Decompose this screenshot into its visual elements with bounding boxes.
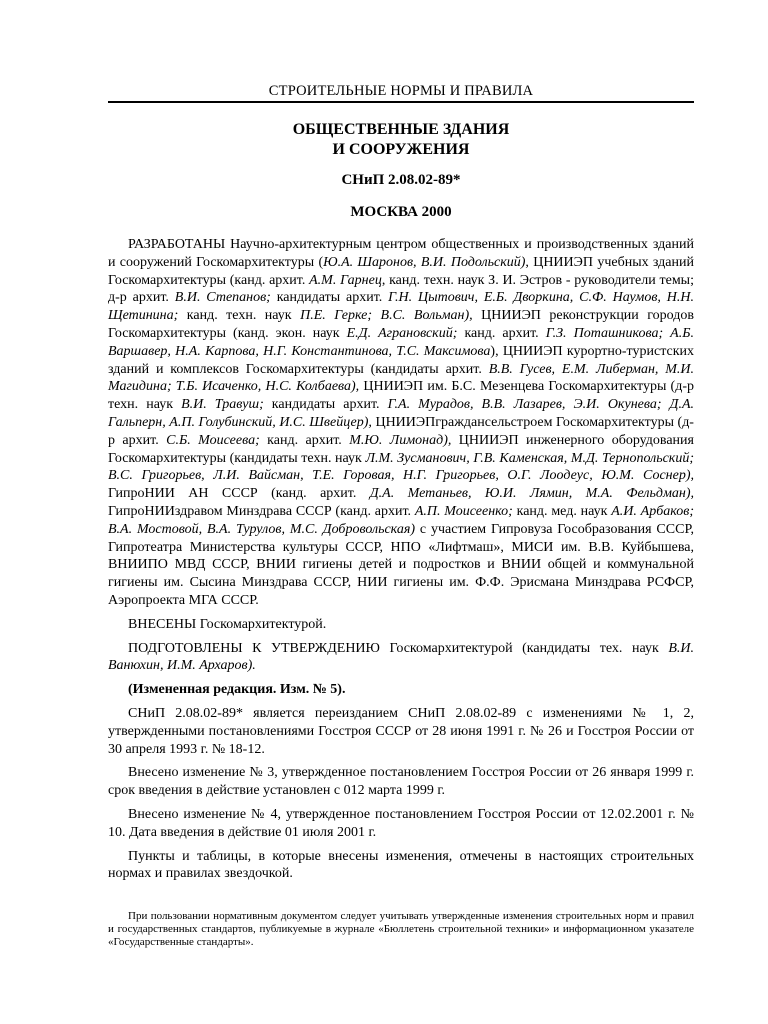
developed-text: , канд. техн. наук З. И. Эстров - руководители темы; д-р архит. bbox=[108, 272, 694, 306]
developed-text: канд. мед. наук bbox=[512, 503, 612, 519]
developed-text: с участием Гипровуза Гособразования СССР, Гипротеатра Министерства культуры СССР, НПО «Лифтмаш», МИСИ им. В.В. Куйбышева, ВНИИПО МВД СССР, ВНИИ гигиены детей и подростков и ВНИИ общей и коммунальной гигиены им. Сысина Минздрава СССР, НИИ гигиены им. Ф.Ф. Эрисмана Минздрава РСФСР, Аэропроекта МГА СССР. bbox=[108, 521, 694, 608]
developed-names: Л.М. Зусманович, Г.В. Каменская, М.Д. Тернопольский; В.С. Григорьев, Л.И. Вайсман, Т.Е. Горовая, Н.Г. Григорьев, О.Г. Лоодеус, Ю.М. Соснер), bbox=[108, 450, 694, 484]
developed-names: Е.Д. Аграновский; bbox=[346, 325, 458, 341]
developed-text: , ЦНИИЭП учебных зданий Госкомархитектуры (канд. архит. bbox=[108, 254, 694, 288]
document-series: СТРОИТЕЛЬНЫЕ НОРМЫ И ПРАВИЛА bbox=[268, 83, 534, 99]
reissue-paragraph: СНиП 2.08.02-89* является переизданием СНиП 2.08.02-89 с изменениями № 1, 2, утвержденными постановлениями Госстроя СССР от 28 июня 1991 г. № 26 и Госстроя России от 30 апреля 1993 г. № 18-12. bbox=[108, 705, 694, 757]
developed-names: Г.З. Поташникова; А.Б. Варшавер, Н.А. Карпова, Н.Г. Константинова, Т.С. Максимова bbox=[108, 325, 694, 359]
developed-text: канд. техн. наук bbox=[178, 308, 301, 324]
asterisk-note-paragraph: Пункты и таблицы, в которые внесены изменения, отмечены в настоящих строительных нормах и правилах звездочкой. bbox=[108, 848, 694, 882]
developed-names: Ю.А. Шаронов, В.И. Подольский) bbox=[323, 254, 526, 270]
developed-text: кандидаты архит. bbox=[263, 397, 388, 413]
developed-text: ГипроНИИздравом Минздрава СССР (канд. архит. bbox=[108, 503, 415, 519]
footnote bbox=[108, 910, 694, 950]
title-line-1: ОБЩЕСТВЕННЫЕ ЗДАНИЯ bbox=[292, 121, 510, 138]
developed-text: канд. архит. bbox=[259, 432, 350, 448]
developed-text: канд. архит. bbox=[457, 325, 546, 341]
developed-names: П.Е. Герке; В.С. Вольман), bbox=[300, 308, 473, 324]
introduced-paragraph: ВНЕСЕНЫ Госкомархитектурой. bbox=[128, 616, 327, 632]
developed-text: ЦНИИЭП им. Б.С. Мезенцева Госкомархитектуры (д-р техн. наук bbox=[108, 379, 694, 413]
header-rule bbox=[108, 101, 694, 103]
developed-names: Г.А. Мурадов, В.В. Лазарев, Э.И. Окунева; Д.А. Гальперн, А.П. Голубинский, И.С. Швейцер), bbox=[108, 397, 695, 430]
document-body bbox=[108, 236, 694, 889]
city-year: МОСКВА 2000 bbox=[350, 204, 452, 220]
developed-text: ЦНИИЭП инженерного оборудования Госкомархитектуры (кандидаты техн. наук bbox=[108, 432, 694, 466]
developed-text: ЦНИИЭП реконструкции городов Госкомархитектуры (канд. экон. наук bbox=[108, 308, 694, 341]
prepared-paragraph bbox=[108, 640, 694, 676]
developed-text: ), ЦНИИЭП курортно-туристских зданий и комплексов Госкомархитектуры (кандидаты архит. bbox=[108, 343, 694, 377]
developed-names: В.В. Гусев, Е.М. Либерман, М.И. Магидина; Т.Б. Исаченко, Н.С. Колбаева), bbox=[108, 361, 695, 395]
developed-text: ЦНИИЭПграждансельстроем Госкомархитектуры (д-р архит. bbox=[108, 414, 694, 448]
developed-paragraph bbox=[108, 236, 694, 610]
developed-names: В.И. Травуш; bbox=[181, 397, 264, 413]
prepared-lead: ПОДГОТОВЛЕНЫ К УТВЕРЖДЕНИЮ Госкомархитектурой (кандидаты тех. наук bbox=[128, 640, 669, 656]
document-code: СНиП 2.08.02-89* bbox=[341, 172, 461, 188]
developed-text: кандидаты архит. bbox=[270, 290, 389, 306]
developed-names: А.П. Моисеенко; bbox=[414, 503, 513, 519]
developed-lead: РАЗРАБОТАНЫ Научно-архитектурным центром общественных и производственных зданий и сооружений Госкомархитектуры ( bbox=[108, 237, 694, 270]
developed-names: М.Ю. Лимонад), bbox=[349, 432, 452, 448]
developed-names: Г.Н. Цытович, Е.Б. Дворкина, С.Ф. Наумов, Н.Н. Щетинина; bbox=[108, 290, 694, 324]
developed-names: С.Б. Моисеева; bbox=[166, 432, 260, 448]
amended-edition-note: (Измененная редакция. Изм. № 5). bbox=[128, 682, 346, 698]
prepared-names: В.И. Ванюхин, И.М. Архаров). bbox=[108, 640, 694, 674]
title-line-2: И СООРУЖЕНИЯ bbox=[332, 141, 470, 158]
change-4-paragraph: Внесено изменение № 4, утвержденное постановлением Госстроя России от 12.02.2001 г. № 10. Дата введения в действие 01 июля 2001 г. bbox=[108, 806, 694, 840]
developed-names: Д.А. Метаньев, Ю.И. Лямин, М.А. Фельдман), bbox=[369, 486, 694, 502]
developed-text: ГипроНИИ АН СССР (канд. архит. bbox=[108, 486, 370, 502]
change-3-paragraph: Внесено изменение № 3, утвержденное постановлением Госстроя России от 26 января 1999 г. срок введения в действие установлен с 012 марта 1999 г. bbox=[108, 765, 694, 799]
developed-names: А.М. Гарнец bbox=[309, 272, 382, 288]
footnote-text: При пользовании нормативным документом следует учитывать утвержденные изменения строительных норм и правил и государственных стандартов, публикуемые в журнале «Бюллетень строительной техники» и информационном указателе «Государственные стандарты». bbox=[108, 910, 694, 949]
document-title bbox=[108, 120, 694, 160]
developed-names: А.И. Арбаков; В.А. Мостовой, В.А. Турулов, М.С. Добровольская) bbox=[108, 503, 694, 537]
developed-names: В.И. Степанов; bbox=[174, 290, 271, 306]
